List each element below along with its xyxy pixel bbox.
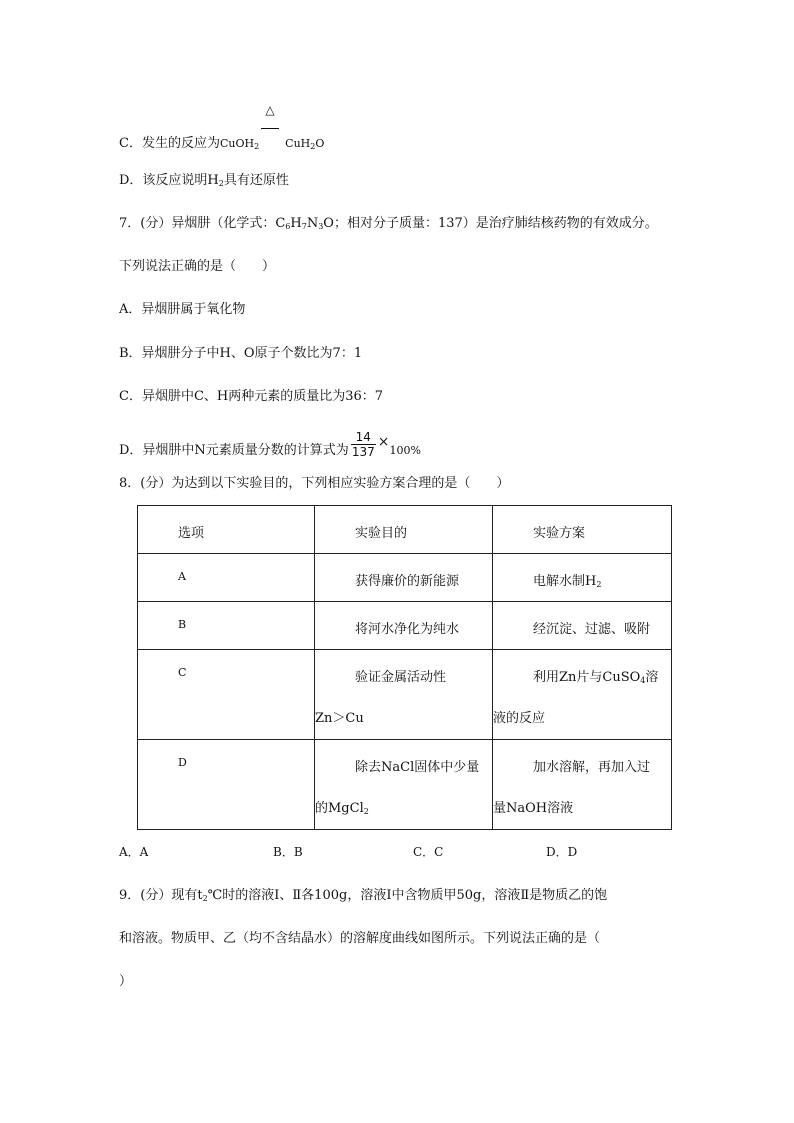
q7-c-subscript: 6 [285,222,291,231]
q8-answer-d: D．D [546,845,578,859]
row-plan-subscript: 4 [640,676,646,685]
q6-option-d [119,173,289,189]
row-plan: 利用Zn片与CuSO [533,670,641,685]
row-goal: 验证金属活动性 [355,670,447,685]
table-header-row [138,506,672,554]
row-plan-continued: 量NaOH溶液 [493,801,574,816]
q7-option-d [119,430,421,465]
q6-option-d-subscript: 2 [218,179,224,188]
table-row [138,602,672,650]
q6-option-c [119,136,324,152]
row-goal: 将河水净化为纯水 [355,622,460,637]
q7-h-subscript: 7 [301,222,307,231]
q7-option-c: C．异烟肼中C、H两种元素的质量比为36：7 [119,389,384,404]
q6-product-subscript: 2 [310,142,316,151]
q8-options-table [137,505,672,830]
q7-n-subscript: 3 [318,222,324,231]
q6-option-d-label: D．该反应说明H [119,173,219,188]
q7-fraction [351,430,376,459]
q6-option-c-label: C．发生的反应为 [119,136,220,151]
row-option: C [178,666,187,679]
row-goal: 除去NaCl固体中少量 [355,760,480,775]
q7-stem-prefix: 7．(分）异烟肼（化学式：C [119,216,286,231]
header-goal: 实验目的 [355,526,408,541]
q6-products: CuH [285,137,311,150]
q7-n-symbol: N [306,216,319,231]
header-plan: 实验方案 [533,526,586,541]
fraction-denominator: 137 [351,445,375,459]
q6-reactant-subscript: 2 [254,142,260,151]
row-plan-tail: 溶 [645,670,659,685]
q9-suffix: ℃时的溶液Ⅰ、Ⅱ各100g，溶液Ⅰ中含物质甲50g，溶液Ⅱ是物质乙的饱 [207,888,608,903]
row-option: D [178,756,187,769]
q9-stem-line3: ） [119,974,133,989]
table-row [138,740,672,830]
reaction-condition-bar [261,128,279,129]
row-plan-continued: 液的反应 [493,711,546,726]
q8-answer-b: B．B [273,845,303,859]
row-goal: 获得廉价的新能源 [355,574,460,589]
q6-product-tail: O [315,137,325,150]
table-row [138,554,672,602]
row-plan: 经沉淀、过滤、吸附 [533,622,651,637]
q6-reactants: CuOH [219,137,255,150]
row-plan-subscript: 2 [596,580,602,589]
row-goal-continued: 的MgCl [315,801,364,816]
q7-percent: 100% [389,444,421,457]
q9-stem-line2: 和溶液。物质甲、乙（均不含结晶水）的溶解度曲线如图所示。下列说法正确的是（ [119,931,601,946]
q7-h-symbol: H [290,216,302,231]
q7-stem-mid: O；相对分子质量：137）是治疗肺结核药物的有效成分。 [323,216,658,231]
q7-option-d-prefix: D．异烟肼中N元素质量分数的计算式为 [119,443,349,458]
row-option: B [178,618,187,631]
q9-stem-line1 [119,888,607,904]
row-plan: 电解水制H [533,574,597,589]
q7-times-sign: × [377,434,390,450]
q7-stem-line2: 下列说法正确的是（ ） [119,259,276,274]
row-plan: 加水溶解，再加入过 [533,760,651,775]
table-row [138,650,672,740]
row-option: A [178,570,186,583]
fraction-numerator: 14 [351,430,376,445]
q7-option-b: B．异烟肼分子中H、O原子个数比为7：1 [119,346,363,361]
q8-stem: 8．(分）为达到以下实验目的，下列相应实验方案合理的是（ ） [119,476,510,491]
row-goal-continued: Zn＞Cu [315,711,364,726]
row-goal-subscript: 2 [363,807,369,816]
q9-prefix: 9．(分）现有t [119,888,203,903]
q7-option-a: A．异烟肼属于氧化物 [119,302,246,317]
q7-stem [119,216,658,232]
q6-option-d-tail: 具有还原性 [223,173,289,188]
q8-answer-c: C．C [413,845,444,859]
heating-symbol: △ [265,103,275,117]
header-option: 选项 [178,526,205,541]
q8-answer-a: A．A [119,845,149,859]
q9-t-subscript: 2 [202,894,208,903]
